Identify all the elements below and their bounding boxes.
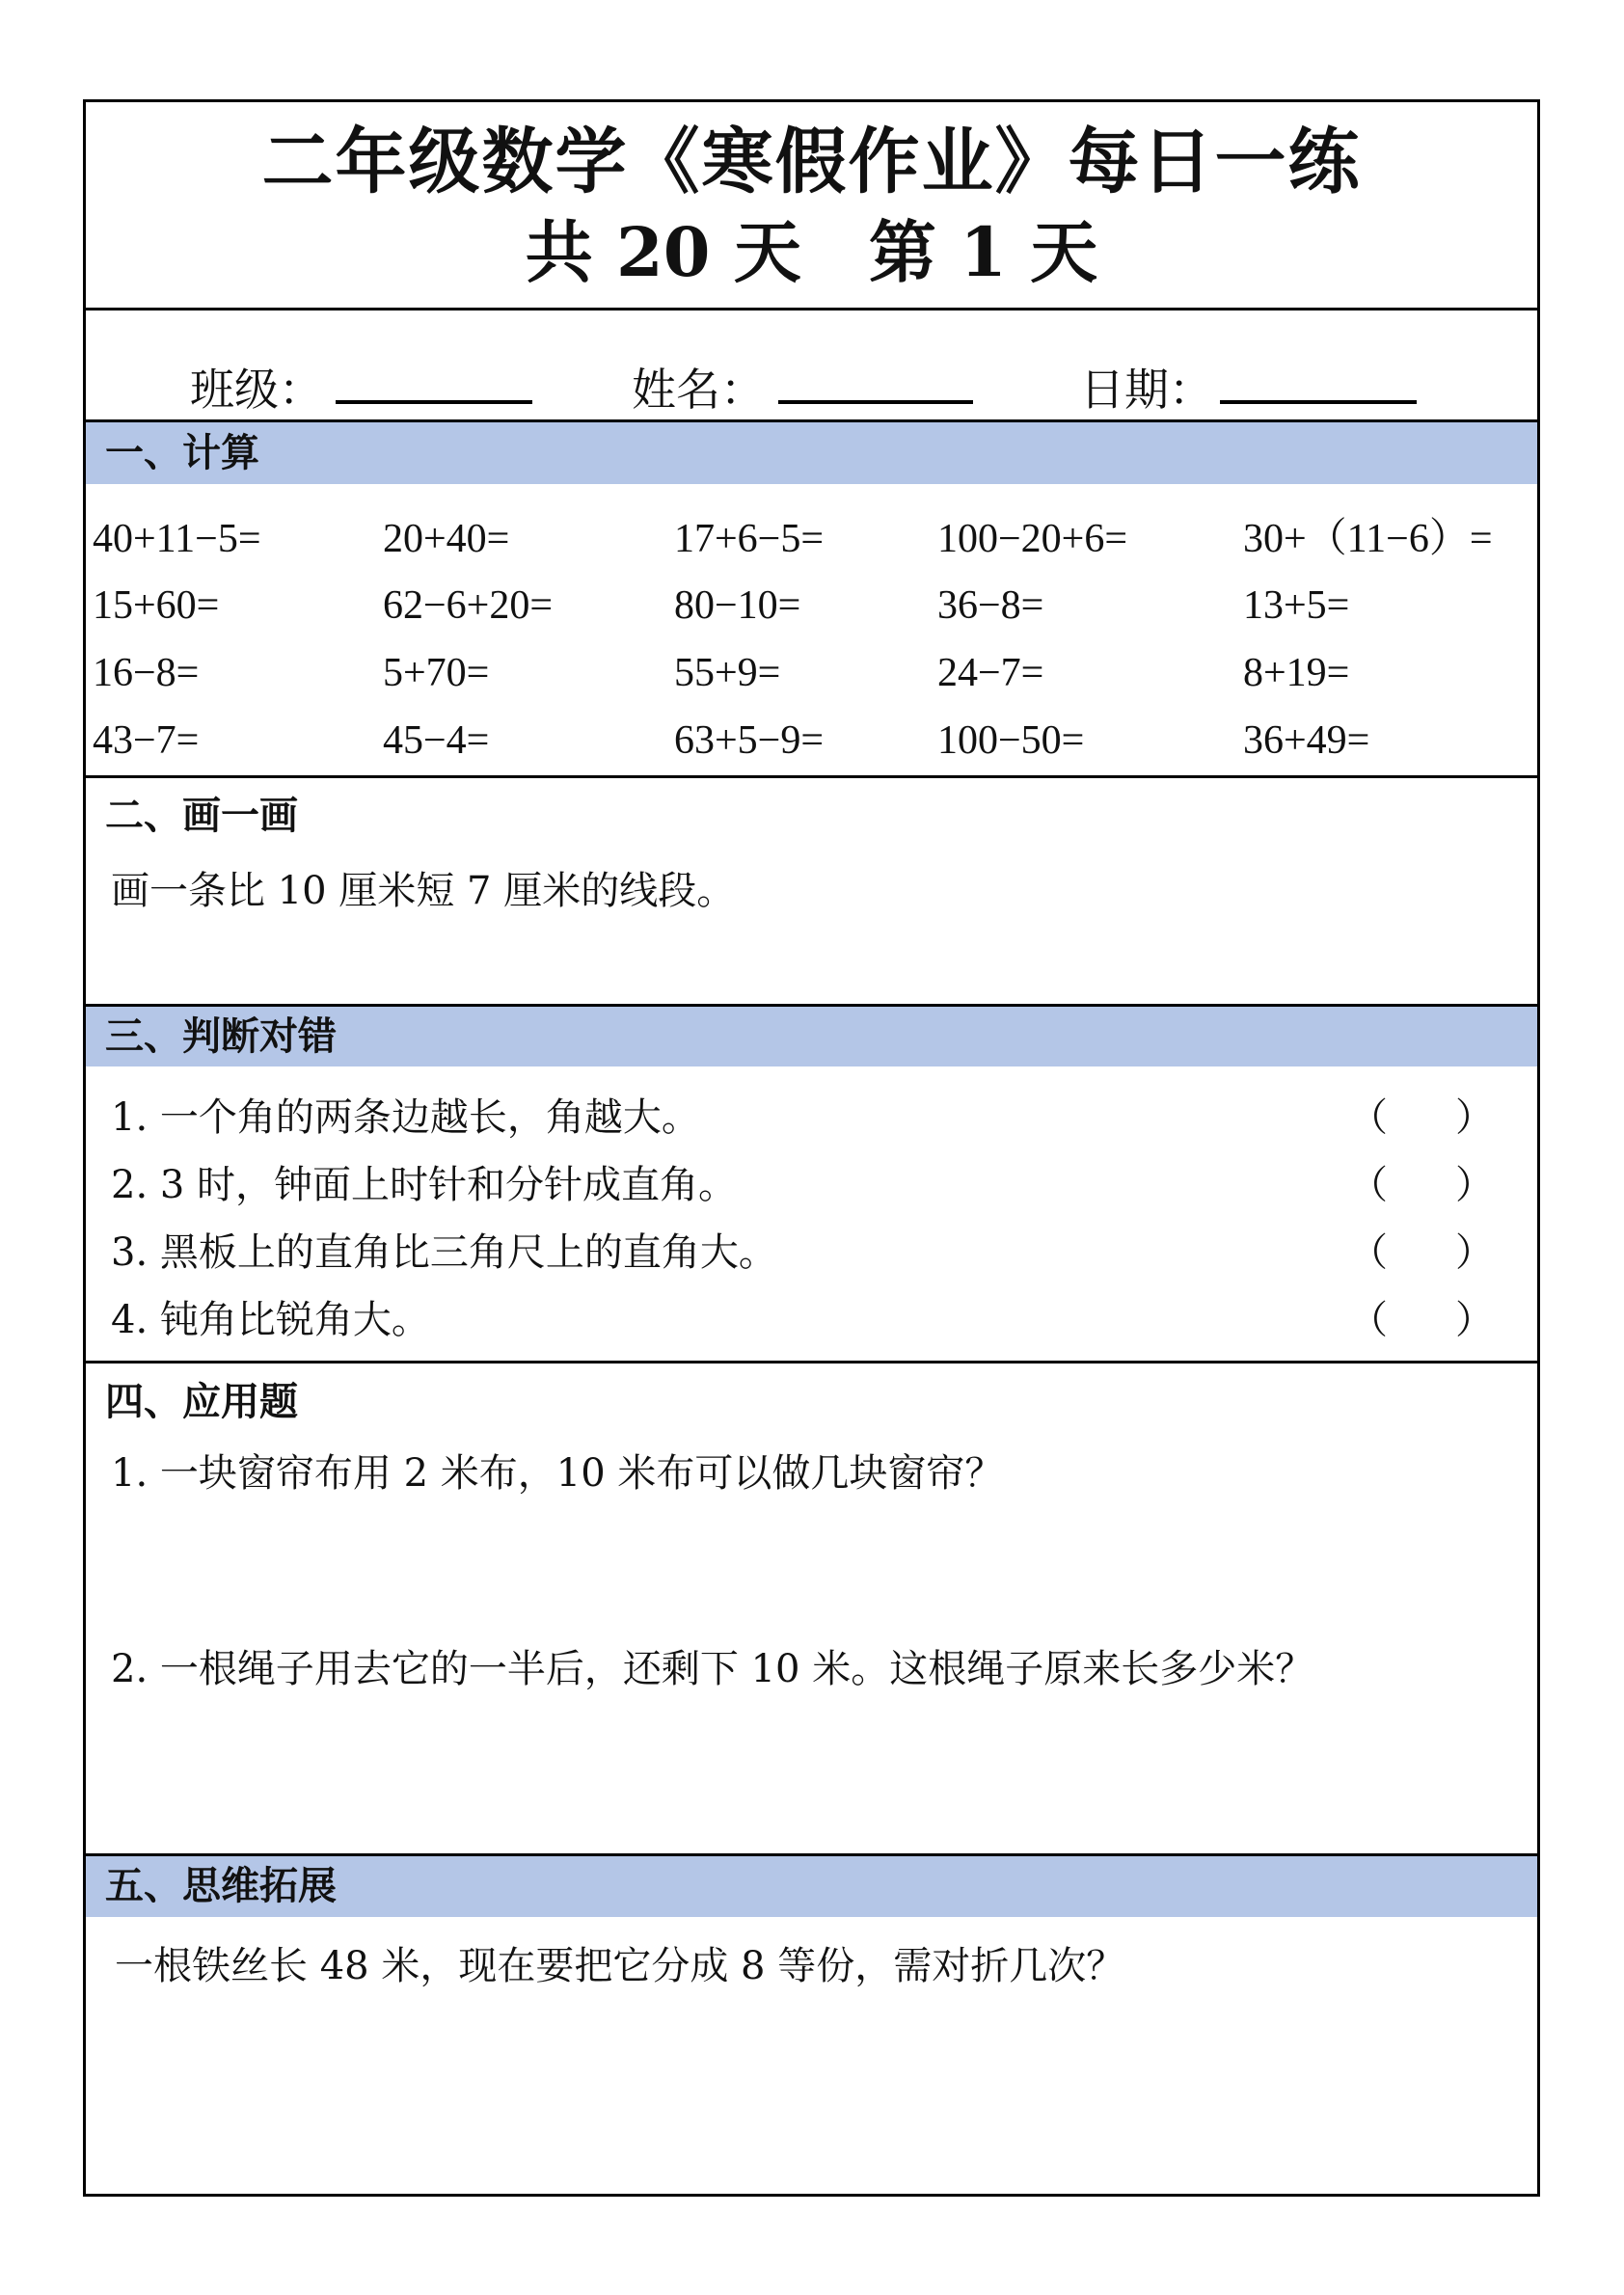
draw-question: 画一条比 10 厘米短 7 厘米的线段。 [111, 869, 736, 913]
calc-item: 100−20+6= [937, 517, 1128, 561]
page-title: 二年级数学《寒假作业》每日一练 [261, 121, 1362, 203]
divider [86, 308, 1537, 310]
calc-item: 36+49= [1243, 718, 1370, 763]
section-heading-apply: 四、应用题 [105, 1380, 298, 1424]
word-problem: 1. 一块窗帘布用 2 米布，10 米布可以做几块窗帘？ [111, 1451, 1004, 1496]
name-field[interactable] [778, 400, 973, 404]
answer-paren-open[interactable]: （ [1349, 1095, 1388, 1140]
section-heading-judge: 三、判断对错 [105, 1014, 337, 1059]
judge-item: 4. 钝角比锐角大。 [111, 1298, 430, 1342]
worksheet [83, 99, 1540, 2197]
judge-item: 3. 黑板上的直角比三角尺上的直角大。 [111, 1230, 777, 1275]
calc-item: 24−7= [937, 651, 1044, 695]
calc-item: 80−10= [674, 583, 801, 628]
answer-paren-open[interactable]: （ [1349, 1298, 1388, 1342]
judge-item: 2. 3 时，钟面上时针和分针成直角。 [111, 1163, 738, 1207]
calc-item: 40+11−5= [93, 517, 261, 561]
calc-item: 15+60= [93, 583, 220, 628]
section-heading-extend: 五、思维拓展 [105, 1864, 337, 1908]
name-label: 姓名： [632, 364, 765, 416]
calc-item: 43−7= [93, 718, 200, 763]
calc-item: 13+5= [1243, 583, 1350, 628]
answer-paren-open[interactable]: （ [1349, 1230, 1388, 1275]
calc-item: 62−6+20= [383, 583, 554, 628]
class-field[interactable] [336, 400, 532, 404]
calc-item: 8+19= [1243, 651, 1350, 695]
calc-item: 20+40= [383, 517, 510, 561]
calc-item: 100−50= [937, 718, 1085, 763]
date-field[interactable] [1220, 400, 1417, 404]
calc-item: 5+70= [383, 651, 490, 695]
class-label: 班级： [190, 364, 323, 416]
section-heading-calc: 一、计算 [105, 431, 259, 475]
answer-paren-close[interactable]: ） [1455, 1163, 1494, 1207]
page-subtitle: 共 20 天 第 1 天 [525, 212, 1098, 292]
calc-item: 55+9= [674, 651, 781, 695]
judge-item: 1. 一个角的两条边越长，角越大。 [111, 1095, 700, 1140]
divider [86, 775, 1537, 778]
section-heading-draw: 二、画一画 [105, 794, 298, 838]
divider [86, 1361, 1537, 1364]
calc-item: 63+5−9= [674, 718, 825, 763]
section-band [86, 422, 1537, 484]
answer-paren-close[interactable]: ） [1455, 1095, 1494, 1140]
answer-paren-close[interactable]: ） [1455, 1298, 1494, 1342]
calc-item: 30+（11−6）= [1243, 517, 1493, 561]
date-label: 日期： [1080, 364, 1213, 416]
calc-item: 16−8= [93, 651, 200, 695]
answer-paren-open[interactable]: （ [1349, 1163, 1388, 1207]
calc-item: 17+6−5= [674, 517, 825, 561]
calc-item: 36−8= [937, 583, 1044, 628]
extension-question: 一根铁丝长 48 米，现在要把它分成 8 等份，需对折几次？ [115, 1944, 1125, 1988]
calc-item: 45−4= [383, 718, 490, 763]
word-problem: 2. 一根绳子用去它的一半后，还剩下 10 米。这根绳子原来长多少米？ [111, 1647, 1314, 1691]
answer-paren-close[interactable]: ） [1455, 1230, 1494, 1275]
